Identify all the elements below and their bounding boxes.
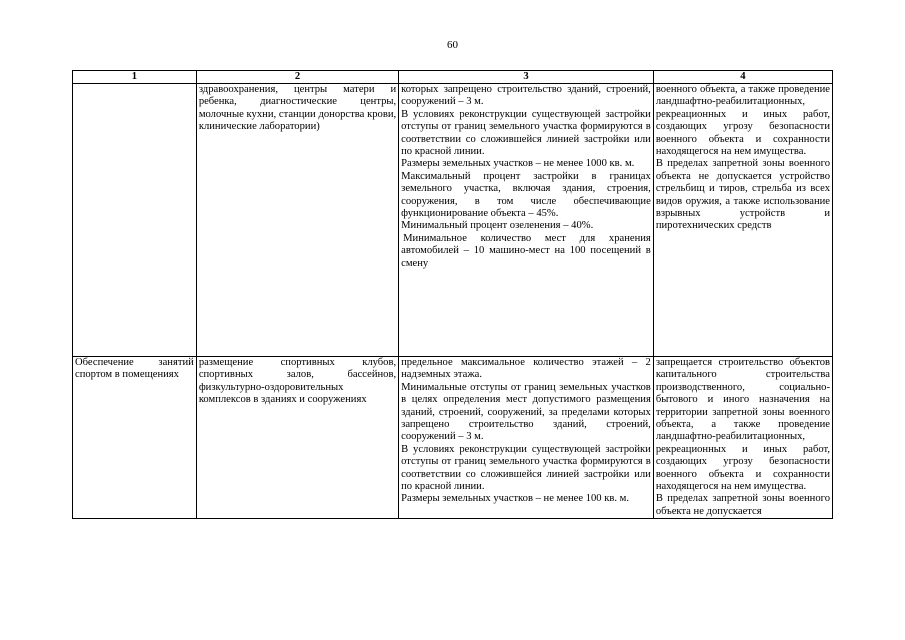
restriction-paragraph: запрещается строительство объектов капитального строительства производственного, социально-бытового и иного назначения на территории запретной зоны военного объекта, а также проведение ландшафтно-реабилитационных, рекреационных и иных работ, создающих угрозу безопасности военного объекта и сохранности находящегося на нем имущества. [655,357,830,493]
page-number: 60 [447,39,458,51]
parameter-paragraph: В условиях реконструкции существующей застройки отступы от границ земельного участка формируются в соответствии со сложившейся линией застройки или по красной линии. [401,443,651,493]
restrictions-cell [653,357,832,519]
restriction-paragraph: военного объекта, а также проведение ландшафтно-реабилитационных, рекреационных и иных работ, создающих угрозу безопасности военного объекта и сохранности находящегося на нем имущества. [655,84,830,158]
use-description-cell: размещение спортивных клубов, спортивных залов, бассейнов, физкультурно-оздоровительных комплексов в зданиях и сооружениях [196,357,398,519]
use-type-cell: Обеспечение занятий спортом в помещениях [73,357,197,519]
parameter-paragraph: Размеры земельных участков – не менее 100 кв. м. [401,493,630,505]
parameter-paragraph: Минимальный процент озеленения – 40%. [401,220,594,232]
parameter-paragraph: В условиях реконструкции существующей застройки отступы от границ земельного участка формируются в соответствии со сложившейся линией застройки или по красной линии. [401,108,651,158]
column-number-2: 2 [196,71,398,84]
column-number-4: 4 [653,71,832,84]
table-row [73,84,833,357]
parameter-paragraph: Максимальный процент застройки в границах земельного участка, включая здания, строения, сооружения, в том числе обеспечивающие функционирование объекта – 45%. [401,170,651,220]
parameter-paragraph: Минимальные отступы от границ земельных участков в целях определения мест допустимого размещения зданий, строений, сооружений, за пределами которых запрещено строительство зданий, строений, сооружений – 3 м. [401,381,651,443]
parameters-cell [399,357,654,519]
restriction-paragraph: В пределах запретной зоны военного объекта не допускается [655,493,830,517]
parameter-paragraph: которых запрещено строительство зданий, строений, сооружений – 3 м. [401,84,651,108]
column-number-1: 1 [73,71,197,84]
use-description-cell: здравоохранения, центры матери и ребенка, диагностические центры, молочные кухни, станции донорства крови, клинические лаборатории) [196,84,398,357]
table-row [73,357,833,519]
parameter-paragraph: предельное максимальное количество этажей – 2 надземных этажа. [401,357,651,381]
table-header-row [73,71,833,84]
restriction-paragraph: В пределах запретной зоны военного объекта не допускается устройство стрельбищ и тиров, стрельба из всех видов оружия, а также использование взрывных устройств и пиротехнических средств [655,158,830,232]
parameter-paragraph: Размеры земельных участков – не менее 1000 кв. м. [401,158,635,170]
parameters-cell [399,84,654,357]
column-number-3: 3 [399,71,654,84]
regulations-table [72,70,833,519]
restrictions-cell [653,84,832,357]
parameter-paragraph: Минимальное количество мест для хранения автомобилей – 10 машино-мест на 100 посещений в смену [401,232,651,269]
use-type-cell [73,84,197,357]
